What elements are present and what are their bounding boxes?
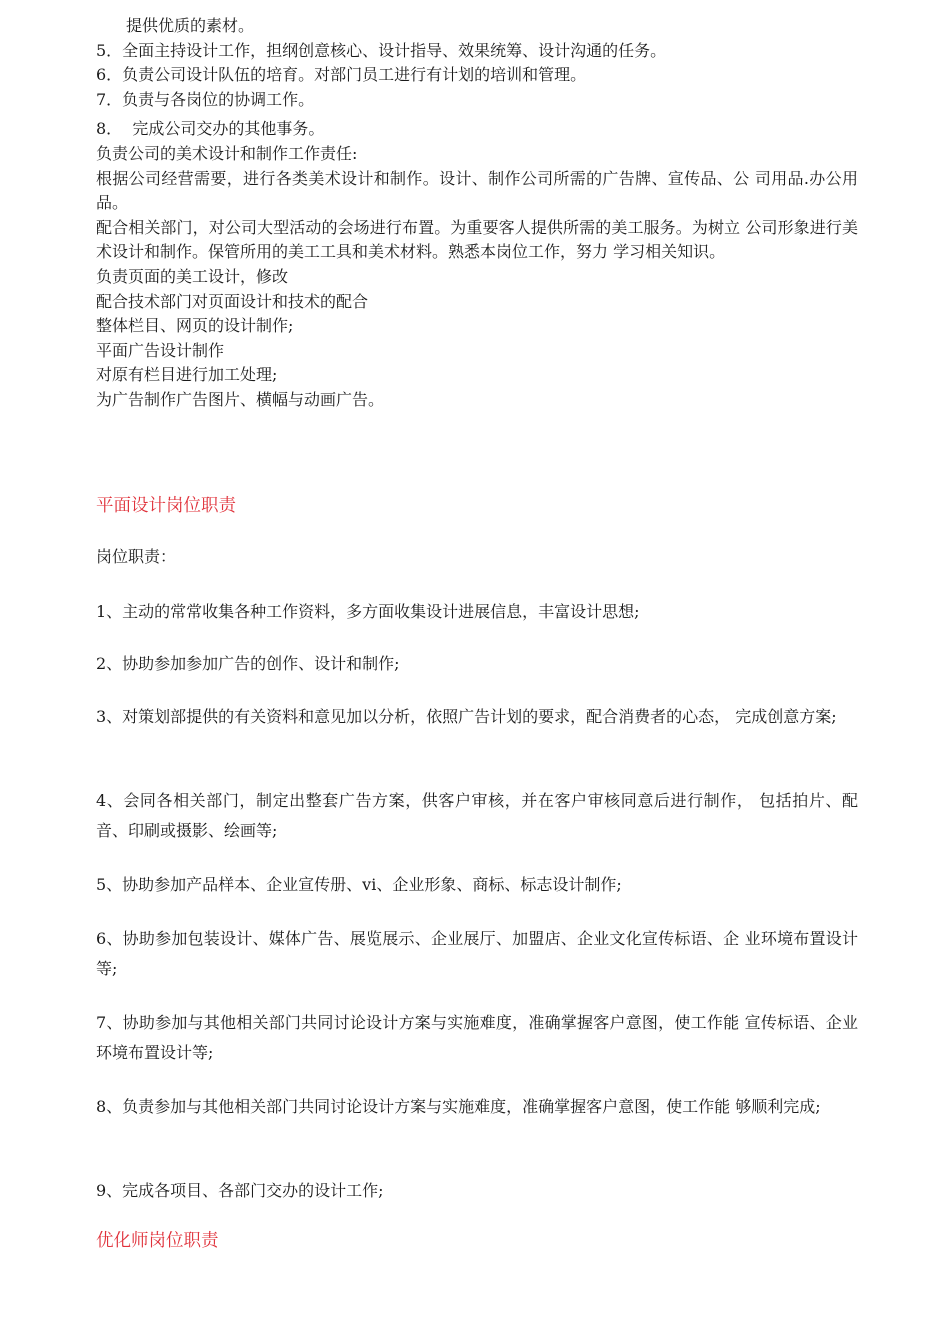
list-item: 8． 完成公司交办的其他事务。 <box>96 119 325 139</box>
section-heading: 优化师岗位职责 <box>96 1231 219 1251</box>
text-line: 平面广告设计制作 <box>96 340 225 360</box>
section-heading: 平面设计岗位职责 <box>96 496 236 516</box>
list-item: 7．负责与各岗位的协调工作。 <box>96 89 315 109</box>
top-block <box>96 14 858 413</box>
list-item: 5．全面主持设计工作，担纲创意核心、设计指导、效果统筹、设计沟通的任务。 <box>96 40 667 60</box>
text-line: 配合技术部门对页面设计和技术的配合 <box>96 291 369 311</box>
text-line: 负责公司的美术设计和制作工作责任: <box>96 143 358 163</box>
text-line: 负责页面的美工设计，修改 <box>96 266 289 286</box>
list-item: 2、协助参加参加广告的创作、设计和制作; <box>96 654 400 673</box>
list-item: 6．负责公司设计队伍的培育。对部门员工进行有计划的培训和管理。 <box>96 65 587 85</box>
section-subheading: 岗位职责： <box>96 547 177 566</box>
paragraph: 配合相关部门，对公司大型活动的会场进行布置。为重要客人提供所需的美工服务。为树立 公司形象进行美术设计和制作。保管所用的美工工具和美术材料。熟悉本岗位工作，努力 学习相关知识。 <box>96 217 858 262</box>
text-line: 对原有栏目进行加工处理; <box>96 365 278 385</box>
list-item: 6、协助参加包装设计、媒体广告、展览展示、企业展厅、加盟店、企业文化宣传标语、企 业环境布置设计等; <box>96 929 858 978</box>
list-item: 8、负责参加与其他相关部门共同讨论设计方案与实施难度，准确掌握客户意图，使工作能 够顺利完成; <box>96 1097 821 1116</box>
text-line: 为广告制作广告图片、横幅与动画广告。 <box>96 389 385 409</box>
text-line: 提供优质的素材。 <box>126 16 255 35</box>
list-item: 4、会同各相关部门，制定出整套广告方案，供客户审核，并在客户审核同意后进行制作， 包括拍片、配音、印刷或摄影、绘画等; <box>96 791 858 840</box>
text-line: 整体栏目、网页的设计制作; <box>96 316 294 336</box>
paragraph: 根据公司经营需要，进行各类美术设计和制作。设计、制作公司所需的广告牌、宣传品、公 司用品.办公用品。 <box>96 168 858 213</box>
list-item: 7、协助参加与其他相关部门共同讨论设计方案与实施难度，准确掌握客户意图，使工作能 宣传标语、企业环境布置设计等; <box>96 1013 858 1062</box>
list-item: 1、主动的常常收集各种工作资料，多方面收集设计进展信息，丰富设计思想; <box>96 602 640 621</box>
list-item: 3、对策划部提供的有关资料和意见加以分析，依照广告计划的要求，配合消费者的心态， 完成创意方案; <box>96 707 837 726</box>
list-item: 9、完成各项目、各部门交办的设计工作; <box>96 1181 384 1200</box>
list-item: 5、协助参加产品样本、企业宣传册、vi、企业形象、商标、标志设计制作; <box>96 875 622 894</box>
